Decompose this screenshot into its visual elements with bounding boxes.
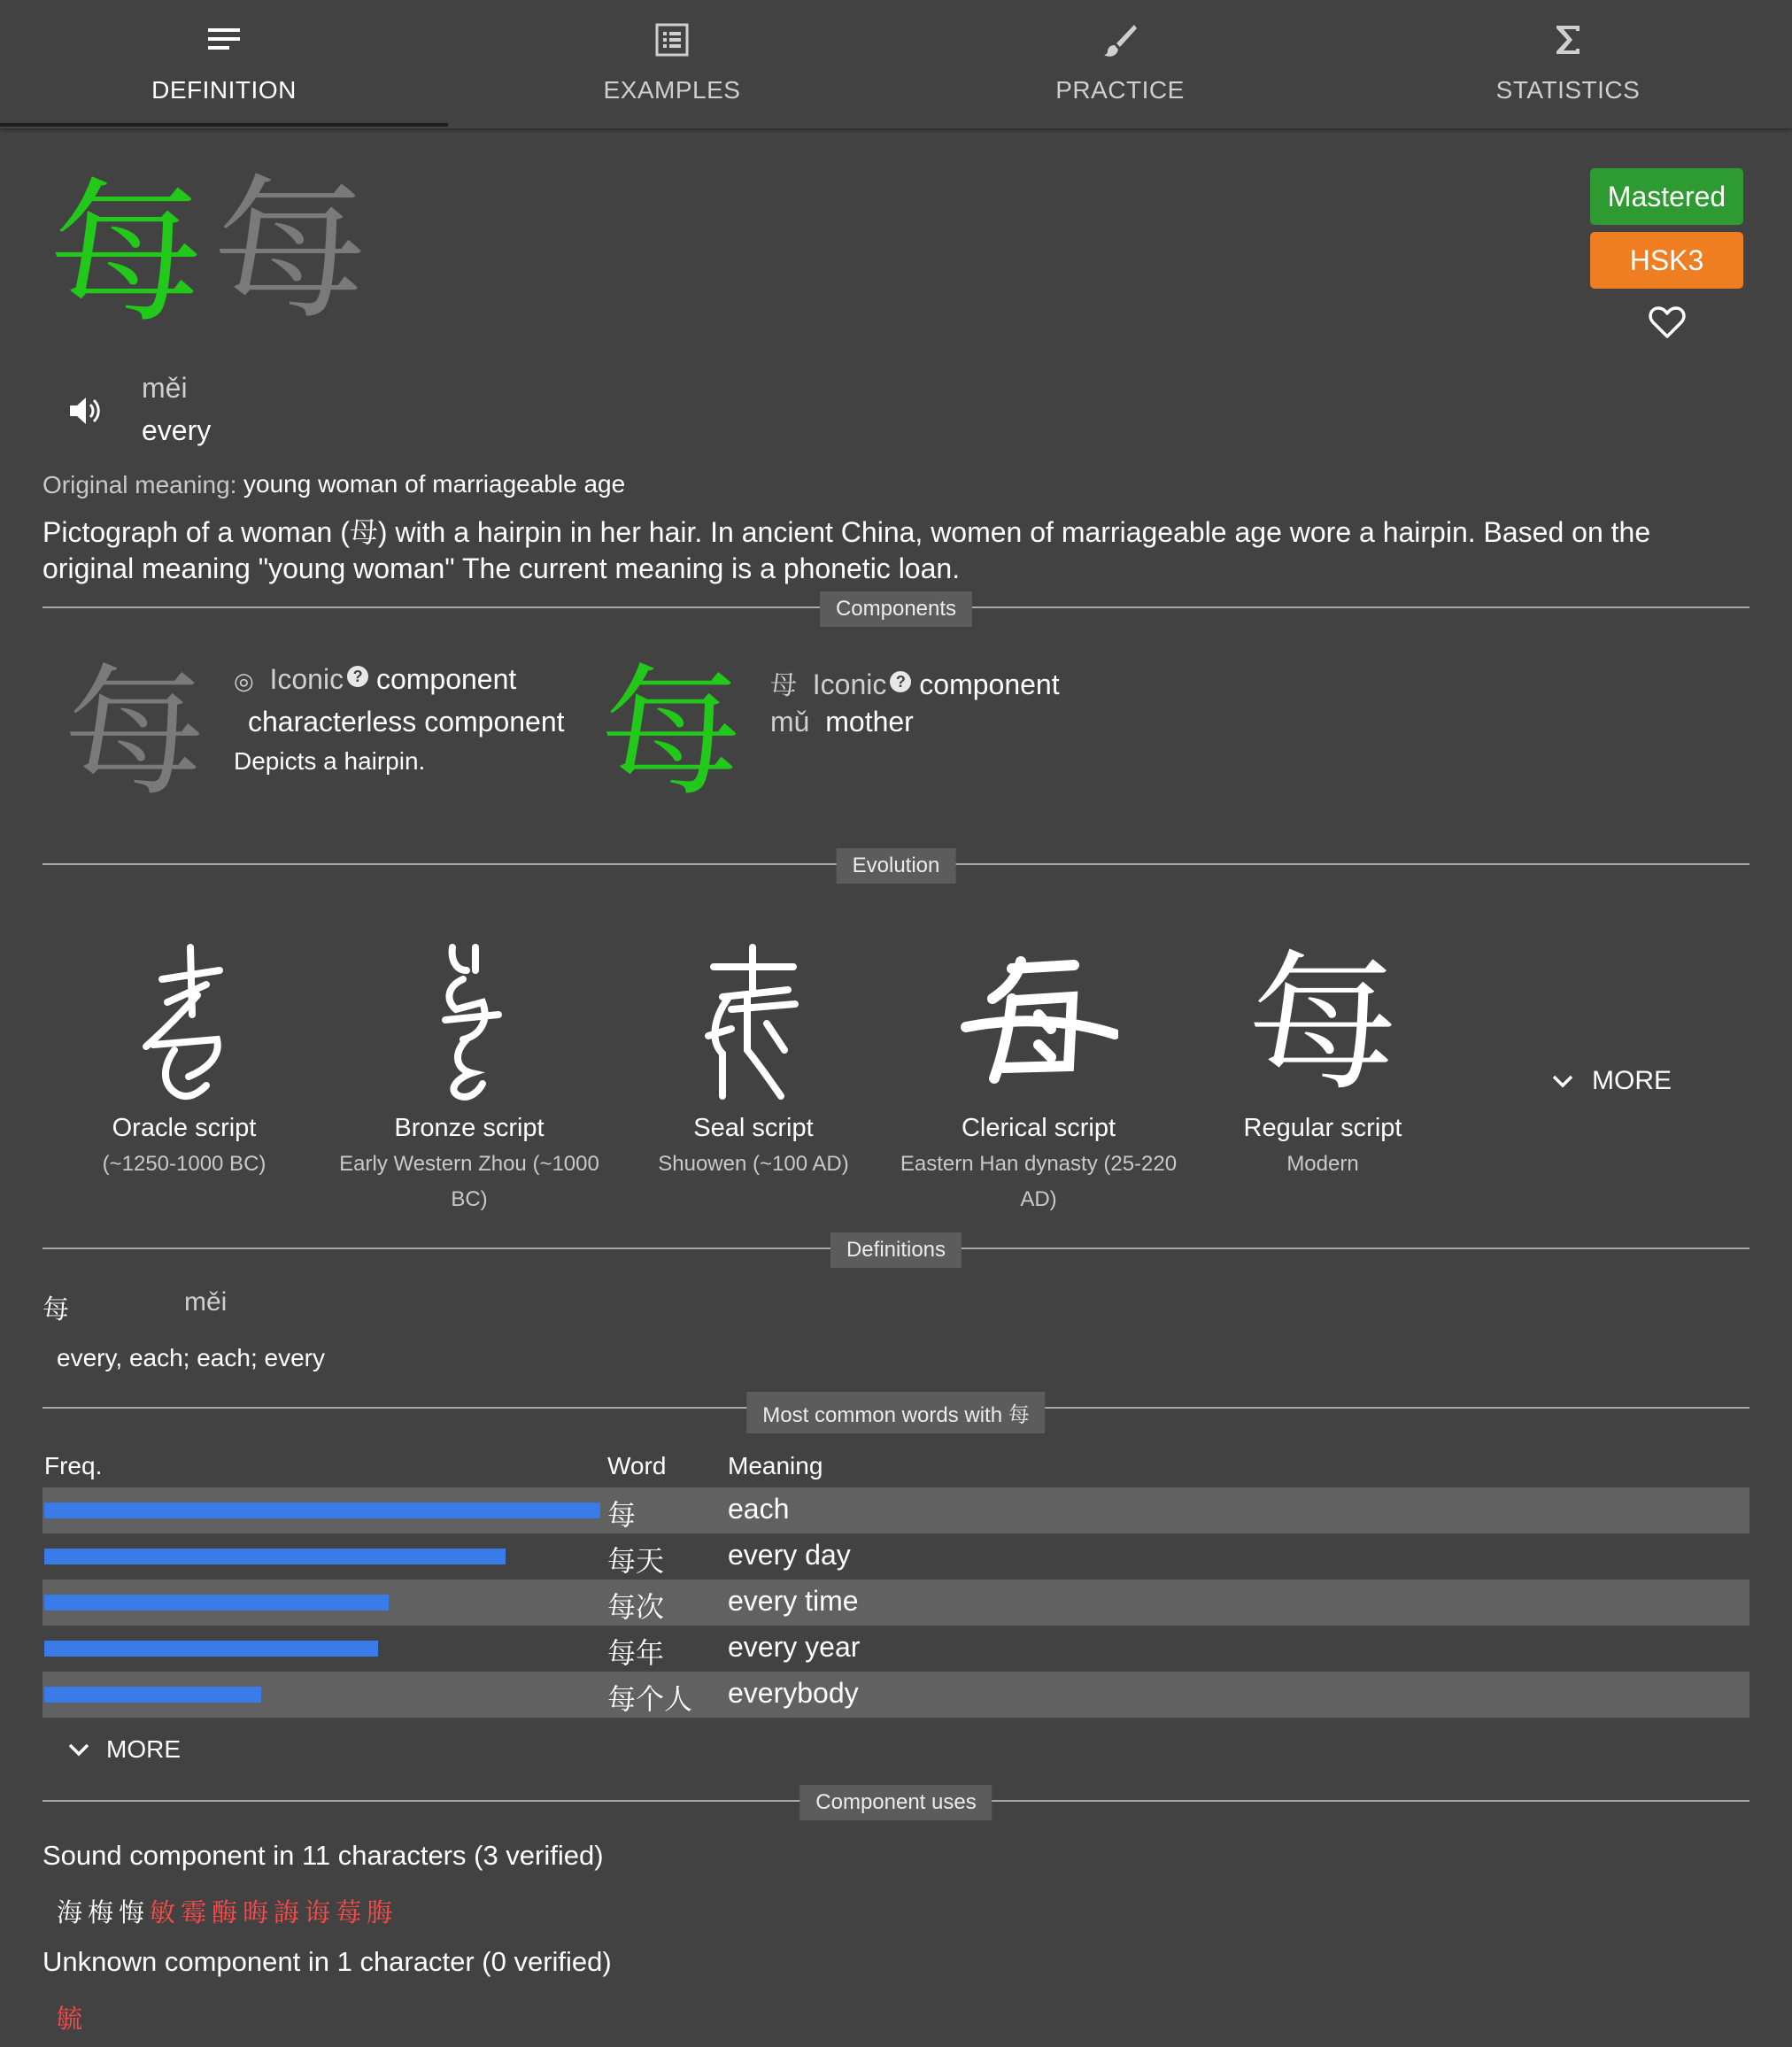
character-link[interactable]: 誨 [274, 1899, 305, 1927]
speaker-icon[interactable] [67, 393, 103, 433]
component-1-description: characterless component [248, 706, 565, 738]
evolution-more-button[interactable] [1551, 1066, 1672, 1096]
meaning-cell: every year [728, 1631, 861, 1663]
character-link[interactable]: 敏 [150, 1899, 182, 1927]
original-meaning-value: young woman of marriageable age [243, 470, 626, 498]
evolution-clerical-date: Eastern Han dynasty (25-220 AD) [900, 1152, 1178, 1211]
chevron-down-icon [1551, 1073, 1574, 1089]
evolution-more-label: MORE [1592, 1066, 1672, 1095]
favorite-heart-icon[interactable] [1649, 305, 1686, 344]
component-2-symbol: 母 [770, 671, 797, 700]
table-row[interactable] [42, 1487, 1750, 1533]
origin-description-line2: original meaning "young woman" The current meaning is a phonetic loan. [42, 552, 961, 584]
definition-character: 每 [42, 1295, 69, 1325]
evolution-oracle-name: Oracle script [112, 1114, 257, 1142]
words-more-button[interactable] [67, 1735, 181, 1764]
character-link[interactable]: 毓 [57, 2005, 89, 2034]
character-link[interactable]: 诲 [305, 1899, 336, 1927]
tab-bar [0, 0, 1792, 128]
word-cell[interactable]: 每 [607, 1499, 637, 1531]
component-1-character[interactable]: 每 [64, 650, 206, 815]
unknown-component-title: Unknown component in 1 character (0 verified) [42, 1946, 612, 1977]
common-words-section-label: Most common words with 每 [746, 1392, 1045, 1433]
frequency-bar [44, 1549, 506, 1564]
evolution-regular-name: Regular script [1243, 1114, 1402, 1142]
evolution-oracle[interactable] [42, 944, 326, 1182]
regular-script-glyph: 每 [1247, 937, 1398, 1112]
component-1-type: Iconic [269, 663, 344, 695]
evolution-seal-name: Seal script [693, 1114, 814, 1142]
frequency-bar [44, 1502, 600, 1518]
chevron-down-icon [67, 1742, 90, 1757]
circle-symbol-icon: ◎ [234, 668, 254, 694]
help-icon[interactable]: ? [890, 671, 911, 692]
meaning-cell: each [728, 1493, 790, 1525]
evolution-regular-date: Modern [1286, 1152, 1359, 1176]
words-more-label: MORE [106, 1735, 181, 1763]
seal-script-glyph [696, 944, 811, 1105]
frequency-bar [44, 1595, 389, 1611]
component-1-note: Depicts a hairpin. [234, 747, 426, 775]
component-2-type: Iconic [812, 668, 887, 700]
notes-icon [205, 21, 243, 58]
freq-column-header[interactable]: Freq. [44, 1452, 103, 1479]
hero-meaning: every [142, 414, 212, 446]
character-link[interactable]: 悔 [119, 1899, 151, 1927]
definitions-section-label: Definitions [830, 1232, 962, 1268]
word-column-header[interactable]: Word [607, 1452, 667, 1479]
evolution-seal-date: Shuowen (~100 AD) [658, 1152, 849, 1176]
character-link[interactable]: 梅 [88, 1899, 120, 1927]
hsk-level-badge[interactable]: HSK3 [1590, 232, 1743, 289]
component-1-header [234, 663, 516, 696]
hero-pinyin: měi [142, 372, 188, 404]
meaning-cell: everybody [728, 1677, 859, 1709]
table-row[interactable] [42, 1580, 1750, 1626]
table-row[interactable] [42, 1533, 1750, 1580]
tab-practice[interactable] [896, 0, 1344, 128]
sigma-icon [1549, 21, 1587, 58]
bronze-script-glyph [421, 944, 518, 1105]
evolution-clerical[interactable] [897, 944, 1180, 1217]
tab-definition-label: DEFINITION [151, 76, 297, 104]
component-2-meaning: mother [825, 706, 914, 738]
help-icon[interactable]: ? [347, 666, 368, 687]
component-2-suffix: component [919, 668, 1060, 700]
tab-examples-label: EXAMPLES [603, 76, 741, 104]
frequency-bar [44, 1641, 378, 1657]
evolution-seal[interactable] [612, 944, 895, 1182]
character-link[interactable]: 莓 [336, 1899, 367, 1927]
meaning-cell: every day [728, 1539, 851, 1571]
definition-text: every, each; each; every [57, 1344, 325, 1371]
tab-examples[interactable] [448, 0, 896, 128]
evolution-section-label: Evolution [837, 848, 956, 884]
tab-statistics[interactable] [1344, 0, 1792, 128]
component-1-suffix: component [375, 663, 517, 695]
frequency-bar [44, 1687, 261, 1703]
evolution-regular[interactable] [1181, 937, 1464, 1182]
table-row[interactable] [42, 1626, 1750, 1672]
origin-description-line1: Pictograph of a woman (母) with a hairpin in her hair. In ancient China, women of marriageable age wore a hairpin. Based on the [42, 516, 1651, 548]
original-meaning-label: Original meaning: [42, 471, 237, 498]
active-tab-indicator [0, 123, 448, 127]
word-cell[interactable]: 每天 [607, 1545, 665, 1577]
word-cell[interactable]: 每次 [607, 1591, 665, 1623]
table-row[interactable] [42, 1672, 1750, 1718]
word-cell[interactable]: 每年 [607, 1637, 665, 1669]
tab-definition[interactable] [0, 0, 448, 128]
character-link[interactable]: 晦 [243, 1899, 274, 1927]
evolution-oracle-date: (~1250-1000 BC) [102, 1152, 266, 1176]
hero-character-colored: 每 [49, 165, 204, 344]
component-2-pinyin: mǔ [770, 706, 810, 738]
character-link[interactable]: 霉 [181, 1899, 212, 1927]
evolution-clerical-name: Clerical script [961, 1114, 1116, 1142]
component-2-character[interactable]: 每 [600, 650, 743, 815]
component-2-header [770, 663, 1060, 702]
sound-component-title: Sound component in 11 characters (3 verified) [42, 1840, 604, 1871]
hero-character-stroke[interactable]: 每 [212, 161, 367, 341]
character-link[interactable]: 海 [57, 1899, 89, 1927]
evolution-bronze[interactable] [328, 944, 611, 1217]
oracle-script-glyph [135, 944, 233, 1105]
evolution-bronze-date: Early Western Zhou (~1000 BC) [339, 1152, 599, 1211]
definition-pinyin: měi [184, 1287, 228, 1317]
tab-practice-label: PRACTICE [1055, 76, 1185, 104]
word-cell[interactable]: 每个人 [607, 1683, 693, 1715]
tab-statistics-label: STATISTICS [1495, 76, 1641, 104]
meaning-column-header[interactable]: Meaning [728, 1452, 823, 1479]
meaning-cell: every time [728, 1585, 859, 1617]
component-uses-section-label: Component uses [799, 1785, 992, 1820]
sound-component-characters [57, 1893, 398, 1929]
character-link[interactable]: 酶 [212, 1899, 243, 1927]
mastered-badge[interactable]: Mastered [1590, 168, 1743, 225]
evolution-bronze-name: Bronze script [394, 1114, 545, 1142]
character-link[interactable]: 脢 [367, 1899, 398, 1927]
component-2-definition [770, 706, 914, 738]
brush-icon [1101, 21, 1139, 58]
unknown-component-characters [57, 1999, 88, 2035]
list-icon [653, 21, 691, 58]
components-section-label: Components [820, 591, 972, 627]
clerical-script-glyph [959, 944, 1118, 1105]
